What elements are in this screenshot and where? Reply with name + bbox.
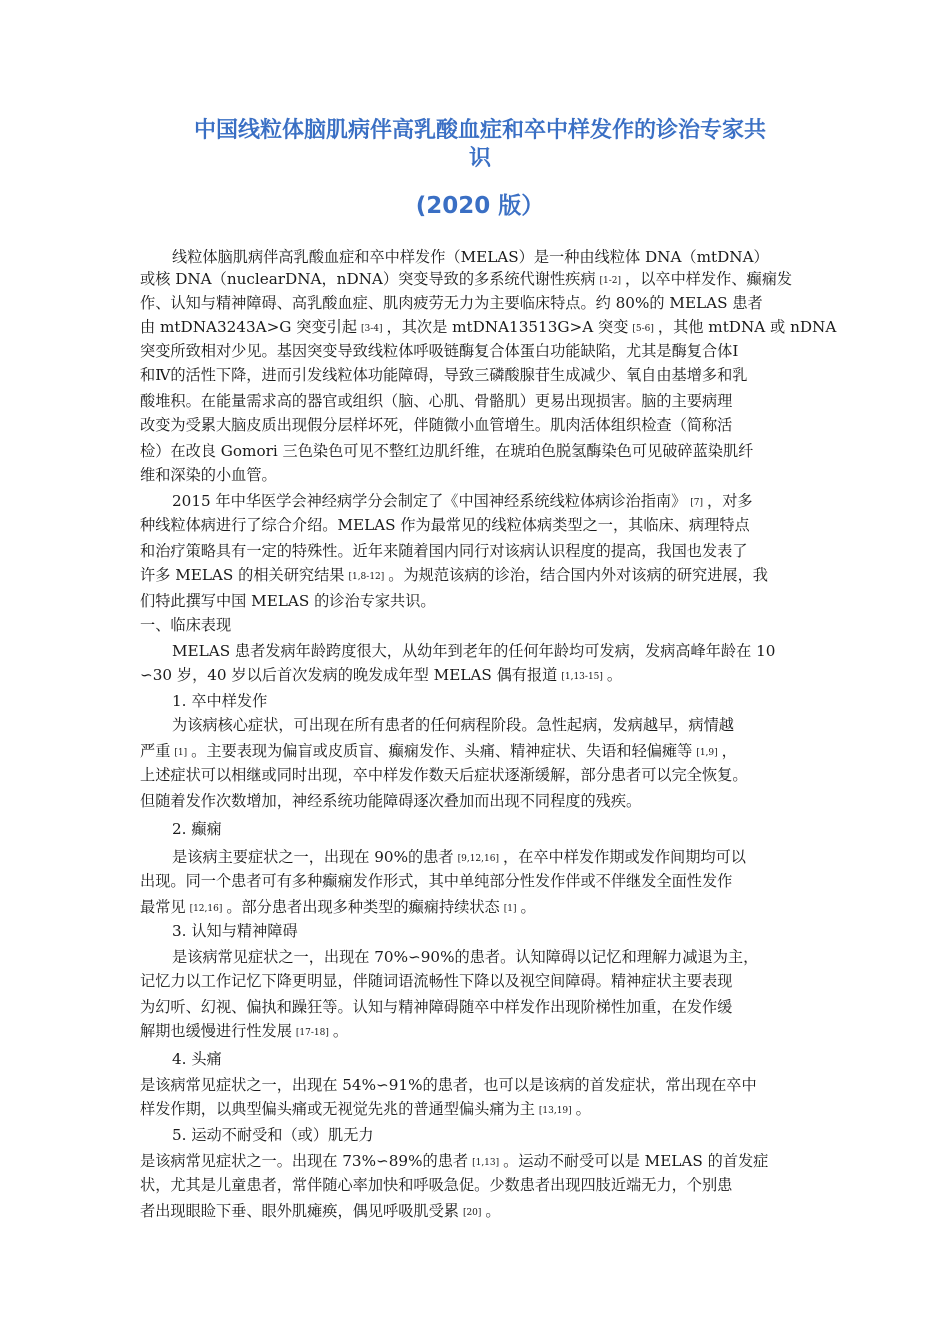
line-text-after: 。为规范该病的诊治，结合国内外对该病的研究进展，我	[388, 566, 768, 584]
citation-ref: [5-6]	[632, 324, 654, 334]
citation-ref: [3-4]	[361, 324, 383, 334]
text-line-p4l4	[140, 790, 641, 812]
text-line-p6l1	[172, 946, 758, 968]
text-line-p1l5	[140, 340, 738, 362]
line-text: 或核 DNA（nuclearDNA，nDNA）突变导致的多系统代谢性疾病	[140, 270, 596, 288]
text-line-p1l10	[140, 464, 277, 486]
text-line-p4l3	[140, 764, 748, 786]
text-line-p5l3	[140, 896, 536, 920]
line-text: 样发作期，以典型偏头痛或无视觉先兆的普通型偏头痛为主	[140, 1100, 535, 1118]
line-text: 由 mtDNA3243A>G 突变引起	[140, 318, 358, 336]
line-text-after: 。	[575, 1100, 591, 1118]
line-text: 为该病核心症状，可出现在所有患者的任何病程阶段。急性起病，发病越早，病情越	[172, 716, 734, 734]
line-text-after: 。主要表现为偏盲或皮质盲、癫痫发作、头痛、精神症状、失语和轻偏瘫等	[191, 742, 693, 760]
line-text: 检）在改良 Gomori 三色染色可见不整红边肌纤维，在琥珀色脱氢酶染色可见破碎蓝染肌纤	[140, 442, 754, 460]
text-line-p8l3	[140, 1200, 501, 1224]
text-line-p5l2	[140, 870, 732, 892]
line-text: 解期也缓慢进行性发展	[140, 1022, 292, 1040]
line-text-after: ，以卒中样发作、癫痫发	[625, 270, 793, 288]
line-text-after: ，在卒中样发作期或发作间期均可以	[502, 848, 746, 866]
line-text: 5. 运动不耐受和（或）肌无力	[172, 1126, 374, 1144]
citation-ref: [12,16]	[189, 904, 223, 914]
line-text: 种线粒体病进行了综合介绍。MELAS 作为最常见的线粒体病类型之一，其临床、病理特点	[140, 516, 750, 534]
text-line-p2l3	[140, 540, 748, 562]
line-text: 突变所致相对少见。基因突变导致线粒体呼吸链酶复合体蛋白功能缺陷，尤其是酶复合体Ⅰ	[140, 342, 739, 360]
line-text: 严重	[140, 742, 171, 760]
line-text: 为幻听、幻视、偏执和躁狂等。认知与精神障碍随卒中样发作出现阶梯性加重，在发作缓	[140, 998, 733, 1016]
line-text-after: ，其他 mtDNA 或 nDNA	[657, 318, 837, 336]
citation-ref: [17-18]	[295, 1028, 329, 1038]
text-line-p1l1	[172, 246, 769, 268]
line-text-after: 。	[606, 666, 623, 684]
line-text: 和Ⅳ的活性下降，进而引发线粒体功能障碍，导致三磷酸腺苷生成减少、氧自由基增多和乳	[140, 366, 748, 384]
line-text: ∽30 岁，40 岁以后首次发病的晚发成年型 MELAS 偶有报道	[140, 666, 558, 684]
line-text-after: ，对多	[707, 492, 753, 510]
text-line-p4l1	[172, 714, 734, 736]
text-line-p1l8	[140, 414, 732, 436]
line-text: 3. 认知与精神障碍	[172, 922, 298, 940]
text-line-h1	[140, 614, 231, 636]
line-text-after: 。部分患者出现多种类型的癫痫持续状态	[226, 898, 500, 916]
citation-ref: [1,13]	[472, 1158, 500, 1168]
line-text: 出现。同一个患者可有多种癫痫发作形式，其中单纯部分性发作伴或不伴继发全面性发作	[140, 872, 733, 890]
citation-ref: [7]	[690, 498, 704, 508]
line-text-after: 。	[332, 1022, 349, 1040]
citation-ref: [1]	[174, 748, 188, 758]
text-line-p1l4	[140, 316, 836, 340]
line-text: 改变为受累大脑皮质出现假分层样坏死，伴随微小血管增生。肌肉活体组织检查（简称活	[140, 416, 733, 434]
text-line-s4	[172, 1048, 222, 1070]
line-text-after: ，	[721, 742, 737, 760]
line-text: 维和深染的小血管。	[140, 466, 277, 484]
line-text: 是该病常见症状之一，出现在 70%∽90%的患者。认知障碍以记忆和理解力减退为主，	[172, 948, 759, 966]
line-text: 一、临床表现	[140, 616, 232, 634]
line-text: 2. 癫痫	[172, 820, 222, 838]
line-text: 们特此撰写中国 MELAS 的诊治专家共识。	[140, 592, 436, 610]
text-line-p2l4	[140, 564, 768, 588]
citation-ref: [1,8-12]	[348, 572, 385, 582]
text-line-s2	[172, 818, 222, 840]
line-text-after: 。运动不耐受可以是 MELAS 的首发症	[503, 1152, 769, 1170]
text-line-p1l9	[140, 440, 753, 462]
text-line-p4l2	[140, 740, 737, 764]
line-text: 2015 年中华医学会神经病学分会制定了《中国神经系统线粒体病诊治指南》	[172, 492, 687, 510]
line-text: 和治疗策略具有一定的特殊性。近年来随着国内同行对该病认识程度的提高，我国也发表了	[140, 542, 748, 560]
document-edition: (2020 版）	[415, 193, 545, 219]
text-line-p3l2	[140, 664, 622, 688]
text-line-s1	[172, 690, 267, 712]
citation-ref: [1]	[503, 904, 517, 914]
citation-ref: [1,13-15]	[561, 672, 603, 682]
text-line-p2l1	[172, 490, 753, 514]
text-line-p7l2	[140, 1098, 591, 1122]
text-line-p3l1	[172, 640, 775, 662]
line-text: 酸堆积。在能量需求高的器官或组织（脑、心肌、骨骼肌）更易出现损害。脑的主要病理	[140, 392, 733, 410]
line-text: 许多 MELAS 的相关研究结果	[140, 566, 345, 584]
line-text-after: 。	[485, 1202, 501, 1220]
line-text: 者出现眼睑下垂、眼外肌瘫痪，偶见呼吸肌受累	[140, 1202, 459, 1220]
text-line-p8l1	[140, 1150, 768, 1174]
line-text: 记忆力以工作记忆下降更明显，伴随词语流畅性下降以及视空间障碍。精神症状主要表现	[140, 972, 733, 990]
line-text: 最常见	[140, 898, 186, 916]
text-line-p1l7	[140, 390, 732, 412]
line-text: 作、认知与精神障碍、高乳酸血症、肌肉疲劳无力为主要临床特点。约 80%的 MELAS 患者	[140, 294, 763, 312]
line-text: 状，尤其是儿童患者，常伴随心率加快和呼吸急促。少数患者出现四肢近端无力，个别患	[140, 1176, 733, 1194]
line-text-after: 。	[520, 898, 536, 916]
citation-ref: [13,19]	[538, 1106, 572, 1116]
text-line-p6l4	[140, 1020, 348, 1044]
line-text: 上述症状可以相继或同时出现，卒中样发作数天后症状逐渐缓解，部分患者可以完全恢复。	[140, 766, 748, 784]
text-line-p2l5	[140, 590, 436, 612]
text-line-p1l6	[140, 364, 748, 386]
text-line-p1l3	[140, 292, 763, 314]
text-line-p6l3	[140, 996, 732, 1018]
document-title-line-1: 中国线粒体脑肌病伴高乳酸血症和卒中样发作的诊治专家共	[193, 118, 766, 143]
citation-ref: [9,12,16]	[457, 854, 499, 864]
text-line-p6l2	[140, 970, 732, 992]
line-text: 是该病常见症状之一，出现在 54%∽91%的患者，也可以是该病的首发症状，常出现在卒中	[140, 1076, 757, 1094]
line-text: 1. 卒中样发作	[172, 692, 268, 710]
line-text: 是该病常见症状之一。出现在 73%∽89%的患者	[140, 1152, 469, 1170]
line-text: 线粒体脑肌病伴高乳酸血症和卒中样发作（MELAS）是一种由线粒体 DNA（mtDNA）	[172, 248, 769, 266]
text-line-p1l2	[140, 268, 792, 292]
line-text: 但随着发作次数增加，神经系统功能障碍逐次叠加而出现不同程度的残疾。	[140, 792, 642, 810]
line-text: 是该病主要症状之一，出现在 90%的患者	[172, 848, 454, 866]
citation-ref: [20]	[462, 1208, 482, 1218]
citation-ref: [1,9]	[696, 748, 718, 758]
text-line-s5	[172, 1124, 374, 1146]
text-line-p2l2	[140, 514, 750, 536]
text-line-p5l1	[172, 846, 746, 870]
text-line-s3	[172, 920, 298, 942]
text-line-p7l1	[140, 1074, 757, 1096]
text-line-p8l2	[140, 1174, 732, 1196]
line-text: 4. 头痛	[172, 1050, 222, 1068]
line-text: MELAS 患者发病年龄跨度很大，从幼年到老年的任何年龄均可发病，发病高峰年龄在 10	[172, 642, 776, 660]
document-title-line-2: 识	[468, 146, 491, 171]
citation-ref: [1-2]	[599, 276, 622, 286]
line-text-after: ，其次是 mtDNA13513G>A 突变	[386, 318, 629, 336]
